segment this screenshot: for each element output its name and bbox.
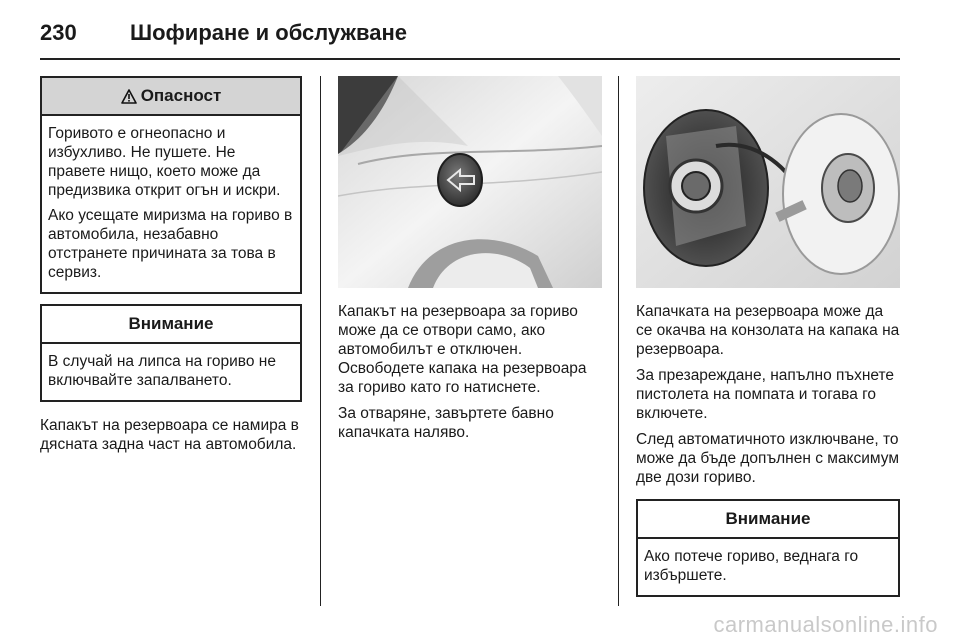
danger-box-title: Опасност [140, 86, 222, 105]
caution-box-1-body [42, 344, 300, 400]
page-title: Шофиране и обслужване [130, 20, 408, 45]
caution-box-2 [636, 499, 900, 597]
caution-box-2-body [638, 539, 898, 595]
caution-box-2-header: Внимание [638, 501, 898, 539]
header-rule [40, 58, 900, 60]
caution-1-paragraph: В случай на липса на гориво не включвайте запалването. [48, 353, 276, 389]
column-2 [338, 76, 602, 442]
column-1 [40, 76, 302, 454]
warning-triangle-icon [121, 89, 137, 104]
caution-box-1 [40, 304, 302, 402]
watermark: carmanualsonline.info [713, 612, 938, 637]
column-divider-1 [320, 76, 321, 606]
figure-fuel-door-open [636, 76, 900, 288]
danger-paragraph-2: Ако усещате миризма на гориво в автомобила, незабавно отстранете причината за това в сервиз. [48, 207, 293, 281]
column-3 [636, 76, 900, 597]
col1-paragraph-1: Капакът на резервоара се намира в дясната задна част на автомобила. [40, 417, 299, 453]
danger-box-header [42, 78, 300, 116]
danger-box [40, 76, 302, 294]
page-header [40, 14, 920, 54]
col2-paragraph-2: За отваряне, завъртете бавно капачката наляво. [338, 405, 554, 441]
danger-box-body [42, 116, 300, 292]
col2-paragraph-1: Капакът на резервоара за гориво може да се отвори само, ако автомобилът е отключен. Освободете капака на резервоара за гориво като го натиснете. [338, 303, 587, 396]
col3-paragraph-1: Капачката на резервоара може да се окачва на конзолата на капака на резервоара. [636, 303, 900, 358]
caution-box-1-header: Внимание [42, 306, 300, 344]
figure-fuel-door-closed [338, 76, 602, 288]
caution-2-paragraph: Ако потече гориво, веднага го избършете. [644, 548, 859, 584]
page-number: 230 [40, 20, 77, 45]
col3-paragraph-2: За презареждане, напълно пъхнете пистолета на помпата и тогава го включете. [636, 367, 895, 422]
col3-paragraph-3: След автоматичното изключване, то може да бъде допълнен с максимум две дози гориво. [636, 431, 899, 486]
danger-paragraph-1: Горивото е огнеопасно и избухливо. Не пушете. Не правете нищо, което може да предизвика открит огън и искри. [48, 125, 281, 199]
column-divider-2 [618, 76, 619, 606]
